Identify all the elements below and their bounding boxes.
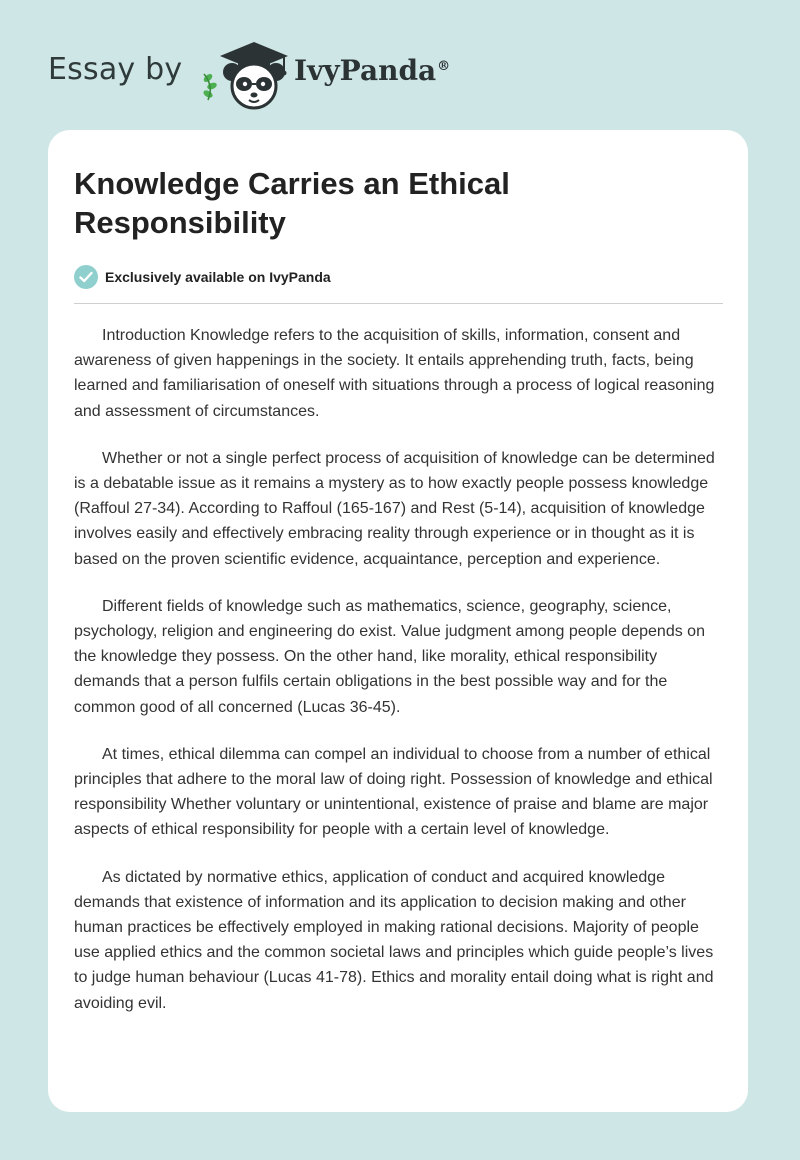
essay-body	[74, 323, 724, 1038]
paragraph-5: As dictated by normative ethics, application of conduct and acquired knowledge demands that existence of information and its application to decision making and other human practices be effectively employed in making rational decisions. Majority of people use applied ethics and the common societal laws and principles which guide people’s lives to judge human behaviour (Lucas 41-78). Ethics and morality entail doing what is right and avoiding evil.	[74, 868, 714, 1012]
brand-name[interactable]	[294, 54, 450, 87]
paragraph-3: Different fields of knowledge such as mathematics, science, geography, science, psychology, religion and engineering do exist. Value judgment among people depends on the knowledge they possess. On the other hand, like morality, ethical responsibility demands that a person fulfils certain obligations in the best possible way and for the common good of all concerned (Lucas 36-45).	[74, 597, 705, 716]
paragraph-2: Whether or not a single perfect process of acquisition of knowledge can be determined is a debatable issue as it remains a mystery as to how exactly people possess knowledge (Raffoul 27-34). According to Raffoul (165-167) and Rest (5-14), acquisition of knowledge involves easily and effectively embracing reality through experience or in thought as it is based on the proven scientific evidence, acquaintance, perception and experience.	[74, 449, 715, 568]
paragraph-1: Introduction Knowledge refers to the acquisition of skills, information, consent and awareness of given happenings in the society. It entails apprehending truth, facts, being learned and familiarisation of oneself with situations through a process of logical reasoning and assessment of circumstances.	[74, 327, 715, 420]
essay-title: Knowledge Carries an Ethical Responsibility	[74, 166, 510, 240]
check-circle-icon	[74, 265, 98, 289]
brand-label: IvyPanda	[294, 54, 437, 87]
title-divider	[74, 303, 723, 304]
essay-by-label: Essay by	[48, 52, 183, 87]
exclusive-badge	[74, 264, 331, 290]
essay-card	[48, 130, 748, 1112]
panda-graduate-icon[interactable]	[198, 34, 290, 110]
registered-mark: ®	[437, 58, 451, 74]
paragraph-4: At times, ethical dilemma can compel an individual to choose from a number of ethical principles that adhere to the moral law of doing right. Possession of knowledge and ethical responsibility Whether voluntary or unintentional, existence of praise and blame are major aspects of ethical responsibility for people with a certain level of knowledge.	[74, 745, 713, 839]
site-header	[48, 34, 508, 110]
exclusive-badge-label: Exclusively available on IvyPanda	[105, 269, 331, 285]
